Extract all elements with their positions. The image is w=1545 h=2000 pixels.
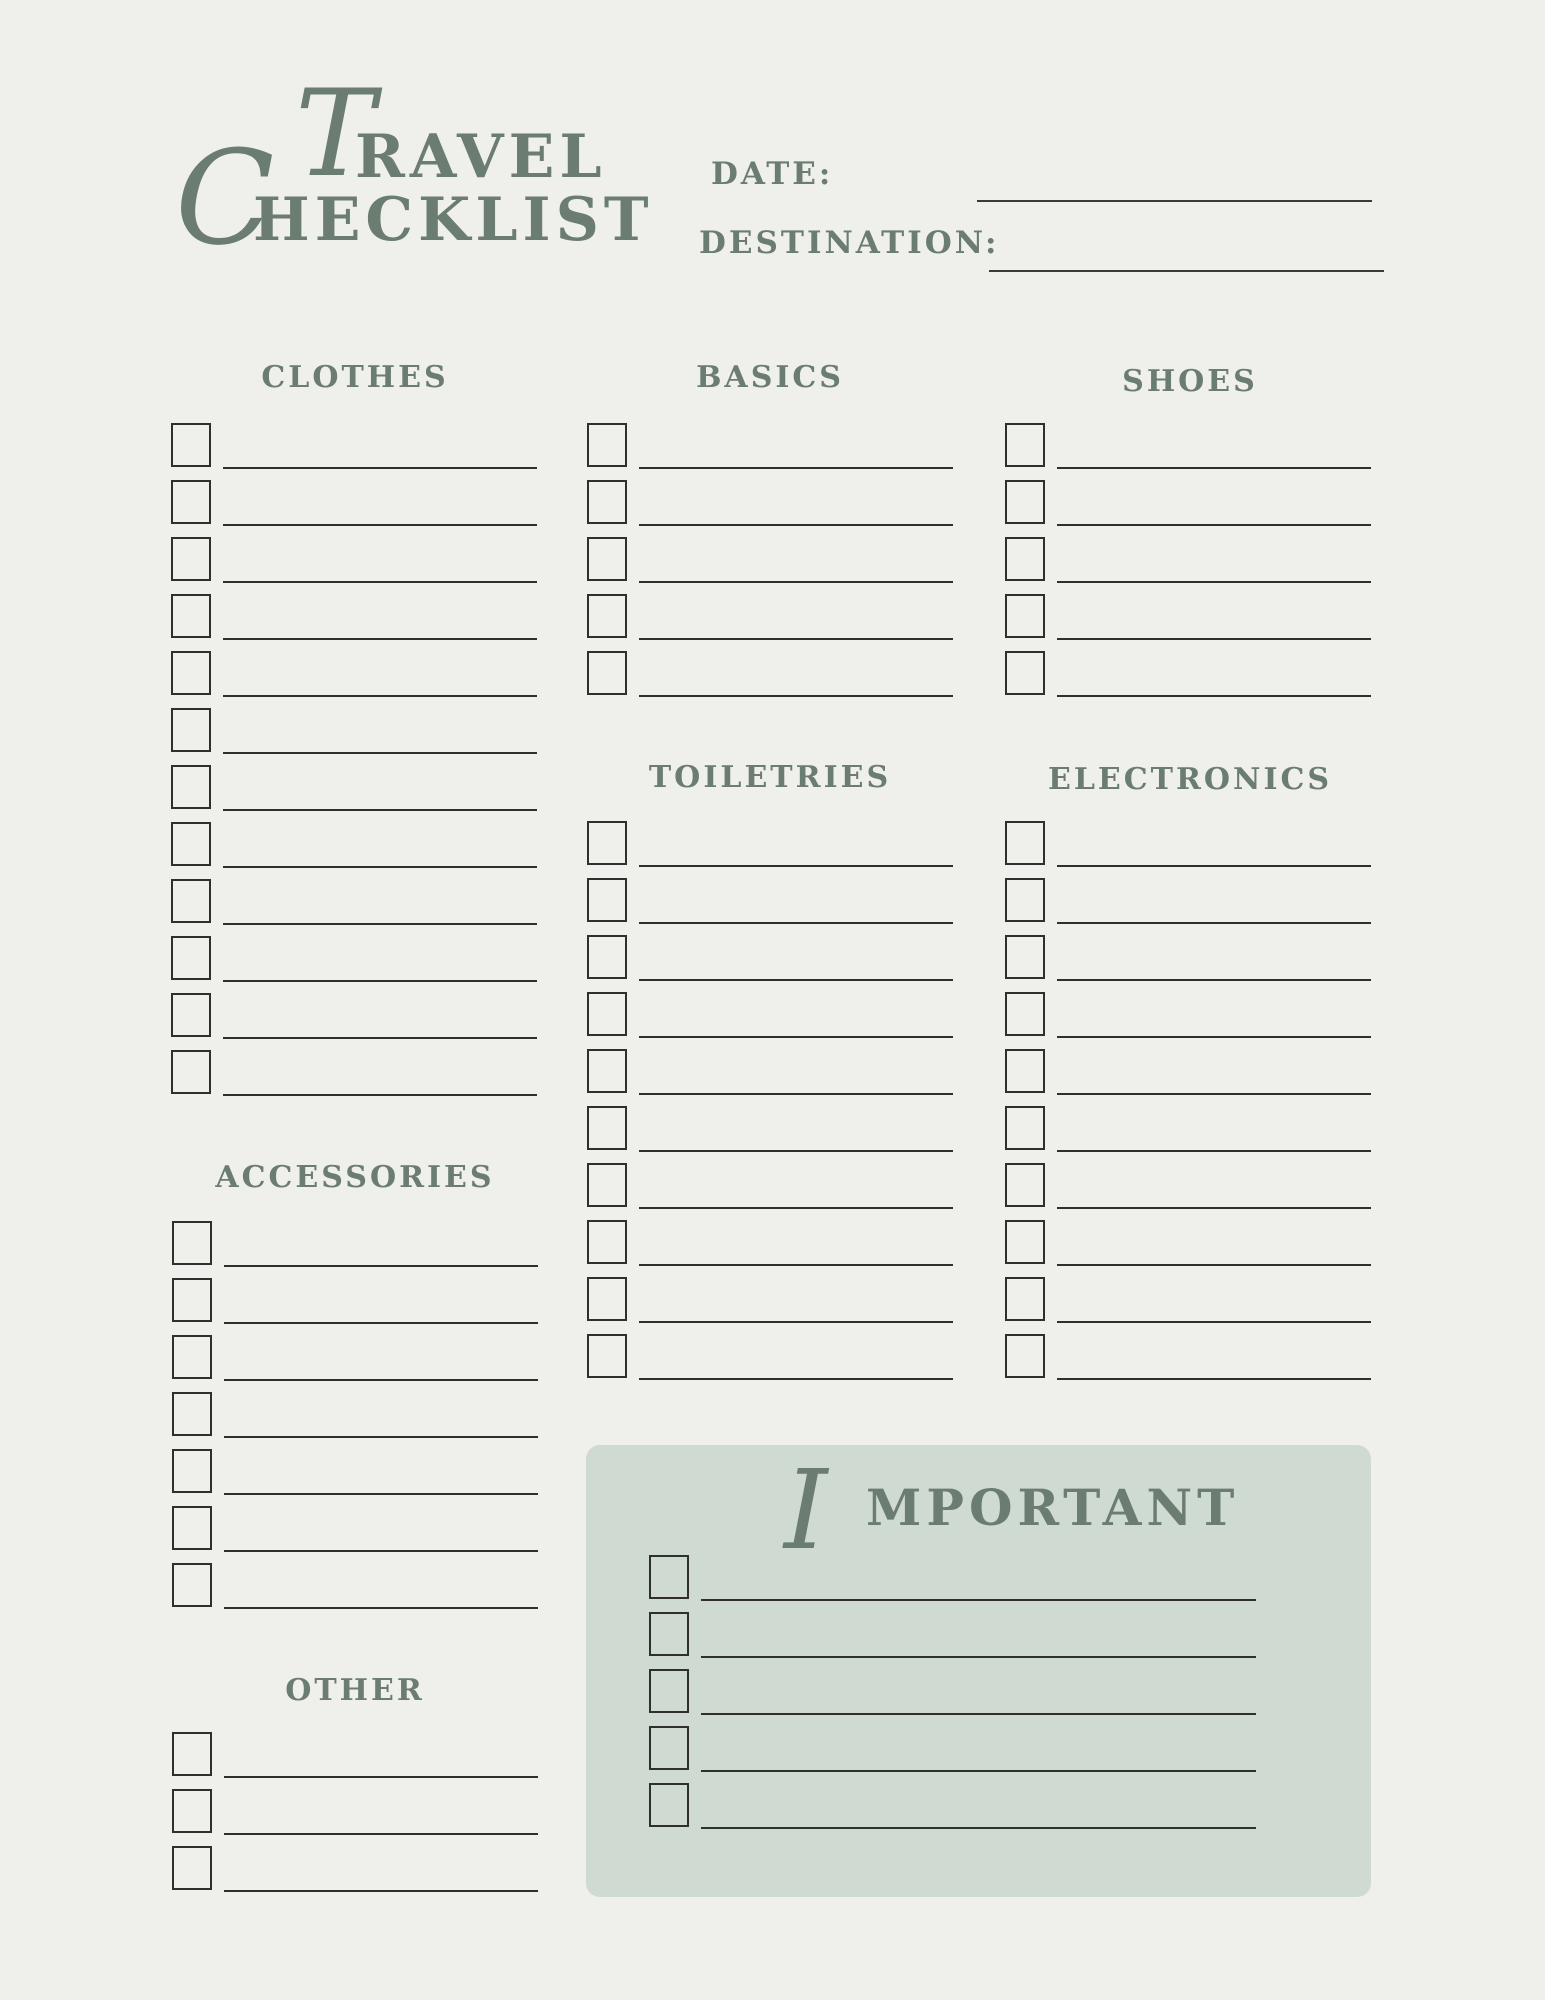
electronics-line[interactable] bbox=[1057, 1036, 1371, 1038]
shoes-line[interactable] bbox=[1057, 638, 1371, 640]
title-initial-c: C bbox=[175, 122, 275, 274]
important-line[interactable] bbox=[701, 1656, 1256, 1658]
basics-item bbox=[587, 423, 953, 473]
electronics-checkbox[interactable] bbox=[1005, 878, 1045, 922]
electronics-checkbox[interactable] bbox=[1005, 935, 1045, 979]
clothes-item bbox=[171, 537, 537, 587]
clothes-checkbox[interactable] bbox=[171, 423, 211, 467]
shoes-item bbox=[1005, 651, 1371, 701]
other-line[interactable] bbox=[224, 1776, 538, 1778]
important-checkbox[interactable] bbox=[649, 1783, 689, 1827]
electronics-line[interactable] bbox=[1057, 865, 1371, 867]
shoes-item bbox=[1005, 480, 1371, 530]
important-panel bbox=[586, 1445, 1371, 1897]
accessories-checkbox[interactable] bbox=[172, 1506, 212, 1550]
electronics-checkbox[interactable] bbox=[1005, 992, 1045, 1036]
accessories-checkbox[interactable] bbox=[172, 1335, 212, 1379]
toiletries-line[interactable] bbox=[639, 1150, 953, 1152]
basics-checkbox[interactable] bbox=[587, 423, 627, 467]
other-checkbox[interactable] bbox=[172, 1732, 212, 1776]
accessories-item bbox=[172, 1392, 538, 1442]
important-item bbox=[649, 1783, 1256, 1833]
other-item bbox=[172, 1732, 538, 1782]
accessories-line[interactable] bbox=[224, 1379, 538, 1381]
clothes-checkbox[interactable] bbox=[171, 1050, 211, 1094]
shoes-line[interactable] bbox=[1057, 581, 1371, 583]
clothes-line[interactable] bbox=[223, 752, 537, 754]
accessories-line[interactable] bbox=[224, 1493, 538, 1495]
accessories-line[interactable] bbox=[224, 1265, 538, 1267]
electronics-line[interactable] bbox=[1057, 1378, 1371, 1380]
clothes-checkbox[interactable] bbox=[171, 822, 211, 866]
toiletries-item bbox=[587, 1277, 953, 1327]
toiletries-item bbox=[587, 1106, 953, 1156]
toiletries-checkbox[interactable] bbox=[587, 821, 627, 865]
basics-title: BASICS bbox=[696, 360, 844, 395]
shoes-line[interactable] bbox=[1057, 467, 1371, 469]
clothes-item bbox=[171, 594, 537, 644]
electronics-checkbox[interactable] bbox=[1005, 1106, 1045, 1150]
destination-label: DESTINATION: bbox=[699, 225, 1000, 261]
clothes-item bbox=[171, 879, 537, 929]
title-initial-t: T bbox=[295, 65, 376, 204]
clothes-line[interactable] bbox=[223, 923, 537, 925]
electronics-checkbox[interactable] bbox=[1005, 1277, 1045, 1321]
shoes-line[interactable] bbox=[1057, 524, 1371, 526]
destination-field[interactable] bbox=[989, 270, 1384, 272]
clothes-item bbox=[171, 993, 537, 1043]
basics-line[interactable] bbox=[639, 581, 953, 583]
shoes-item bbox=[1005, 594, 1371, 644]
clothes-checkbox[interactable] bbox=[171, 708, 211, 752]
electronics-item bbox=[1005, 1334, 1371, 1384]
important-line[interactable] bbox=[701, 1713, 1256, 1715]
electronics-line[interactable] bbox=[1057, 1207, 1371, 1209]
electronics-item bbox=[1005, 1049, 1371, 1099]
accessories-item bbox=[172, 1506, 538, 1556]
basics-checkbox[interactable] bbox=[587, 594, 627, 638]
electronics-line[interactable] bbox=[1057, 1321, 1371, 1323]
accessories-item bbox=[172, 1278, 538, 1328]
clothes-item bbox=[171, 480, 537, 530]
accessories-item bbox=[172, 1449, 538, 1499]
accessories-item bbox=[172, 1335, 538, 1385]
basics-checkbox[interactable] bbox=[587, 480, 627, 524]
toiletries-line[interactable] bbox=[639, 1321, 953, 1323]
toiletries-checkbox[interactable] bbox=[587, 1049, 627, 1093]
shoes-checkbox[interactable] bbox=[1005, 651, 1045, 695]
basics-item bbox=[587, 651, 953, 701]
electronics-checkbox[interactable] bbox=[1005, 821, 1045, 865]
toiletries-line[interactable] bbox=[639, 1264, 953, 1266]
basics-line[interactable] bbox=[639, 467, 953, 469]
shoes-checkbox[interactable] bbox=[1005, 423, 1045, 467]
basics-line[interactable] bbox=[639, 695, 953, 697]
important-line[interactable] bbox=[701, 1827, 1256, 1829]
clothes-line[interactable] bbox=[223, 1094, 537, 1096]
clothes-line[interactable] bbox=[223, 866, 537, 868]
date-label: DATE: bbox=[711, 156, 834, 192]
electronics-line[interactable] bbox=[1057, 979, 1371, 981]
electronics-checkbox[interactable] bbox=[1005, 1163, 1045, 1207]
toiletries-item bbox=[587, 1049, 953, 1099]
basics-line[interactable] bbox=[639, 638, 953, 640]
electronics-checkbox[interactable] bbox=[1005, 1334, 1045, 1378]
toiletries-item bbox=[587, 1334, 953, 1384]
toiletries-checkbox[interactable] bbox=[587, 1220, 627, 1264]
clothes-checkbox[interactable] bbox=[171, 480, 211, 524]
clothes-checkbox[interactable] bbox=[171, 993, 211, 1037]
electronics-item bbox=[1005, 1220, 1371, 1270]
toiletries-item bbox=[587, 1220, 953, 1270]
toiletries-line[interactable] bbox=[639, 1093, 953, 1095]
accessories-checkbox[interactable] bbox=[172, 1563, 212, 1607]
toiletries-item bbox=[587, 878, 953, 928]
accessories-line[interactable] bbox=[224, 1436, 538, 1438]
electronics-item bbox=[1005, 935, 1371, 985]
clothes-item bbox=[171, 822, 537, 872]
basics-item bbox=[587, 594, 953, 644]
electronics-item bbox=[1005, 992, 1371, 1042]
clothes-title: CLOTHES bbox=[261, 360, 449, 395]
accessories-title: ACCESSORIES bbox=[215, 1160, 495, 1195]
electronics-line[interactable] bbox=[1057, 1150, 1371, 1152]
clothes-checkbox[interactable] bbox=[171, 936, 211, 980]
clothes-checkbox[interactable] bbox=[171, 594, 211, 638]
clothes-item bbox=[171, 765, 537, 815]
shoes-item bbox=[1005, 423, 1371, 473]
toiletries-item bbox=[587, 821, 953, 871]
electronics-item bbox=[1005, 1277, 1371, 1327]
important-title: MPORTANT bbox=[866, 1478, 1240, 1537]
other-line[interactable] bbox=[224, 1833, 538, 1835]
clothes-line[interactable] bbox=[223, 467, 537, 469]
toiletries-line[interactable] bbox=[639, 1036, 953, 1038]
shoes-checkbox[interactable] bbox=[1005, 594, 1045, 638]
electronics-item bbox=[1005, 878, 1371, 928]
important-item bbox=[649, 1726, 1256, 1776]
electronics-item bbox=[1005, 821, 1371, 871]
shoes-title: SHOES bbox=[1122, 364, 1258, 399]
important-item bbox=[649, 1669, 1256, 1719]
toiletries-line[interactable] bbox=[639, 922, 953, 924]
important-initial: I bbox=[784, 1446, 828, 1574]
electronics-item bbox=[1005, 1163, 1371, 1213]
clothes-item bbox=[171, 423, 537, 473]
clothes-line[interactable] bbox=[223, 524, 537, 526]
electronics-title: ELECTRONICS bbox=[1047, 762, 1333, 797]
important-item bbox=[649, 1555, 1256, 1605]
toiletries-checkbox[interactable] bbox=[587, 935, 627, 979]
basics-item bbox=[587, 480, 953, 530]
clothes-line[interactable] bbox=[223, 638, 537, 640]
electronics-checkbox[interactable] bbox=[1005, 1220, 1045, 1264]
shoes-checkbox[interactable] bbox=[1005, 537, 1045, 581]
clothes-checkbox[interactable] bbox=[171, 879, 211, 923]
basics-item bbox=[587, 537, 953, 587]
toiletries-item bbox=[587, 935, 953, 985]
basics-line[interactable] bbox=[639, 524, 953, 526]
toiletries-checkbox[interactable] bbox=[587, 1106, 627, 1150]
clothes-checkbox[interactable] bbox=[171, 537, 211, 581]
shoes-checkbox[interactable] bbox=[1005, 480, 1045, 524]
toiletries-checkbox[interactable] bbox=[587, 878, 627, 922]
shoes-item bbox=[1005, 537, 1371, 587]
other-item bbox=[172, 1789, 538, 1839]
toiletries-checkbox[interactable] bbox=[587, 1277, 627, 1321]
accessories-checkbox[interactable] bbox=[172, 1278, 212, 1322]
toiletries-checkbox[interactable] bbox=[587, 992, 627, 1036]
other-checkbox[interactable] bbox=[172, 1846, 212, 1890]
other-title: OTHER bbox=[285, 1673, 425, 1708]
toiletries-item bbox=[587, 1163, 953, 1213]
clothes-line[interactable] bbox=[223, 809, 537, 811]
important-checkbox[interactable] bbox=[649, 1612, 689, 1656]
clothes-item bbox=[171, 651, 537, 701]
clothes-item bbox=[171, 708, 537, 758]
electronics-line[interactable] bbox=[1057, 1264, 1371, 1266]
electronics-line[interactable] bbox=[1057, 922, 1371, 924]
accessories-checkbox[interactable] bbox=[172, 1392, 212, 1436]
accessories-line[interactable] bbox=[224, 1322, 538, 1324]
clothes-checkbox[interactable] bbox=[171, 765, 211, 809]
electronics-line[interactable] bbox=[1057, 1093, 1371, 1095]
other-line[interactable] bbox=[224, 1890, 538, 1892]
accessories-item bbox=[172, 1221, 538, 1271]
other-checkbox[interactable] bbox=[172, 1789, 212, 1833]
toiletries-checkbox[interactable] bbox=[587, 1334, 627, 1378]
shoes-line[interactable] bbox=[1057, 695, 1371, 697]
toiletries-item bbox=[587, 992, 953, 1042]
clothes-line[interactable] bbox=[223, 695, 537, 697]
toiletries-line[interactable] bbox=[639, 1378, 953, 1380]
accessories-item bbox=[172, 1563, 538, 1613]
accessories-checkbox[interactable] bbox=[172, 1221, 212, 1265]
clothes-item bbox=[171, 1050, 537, 1100]
other-item bbox=[172, 1846, 538, 1896]
basics-checkbox[interactable] bbox=[587, 651, 627, 695]
toiletries-title: TOILETRIES bbox=[648, 760, 892, 795]
clothes-line[interactable] bbox=[223, 581, 537, 583]
title-checklist: HECKLIST bbox=[253, 185, 654, 255]
electronics-item bbox=[1005, 1106, 1371, 1156]
page-title bbox=[175, 65, 654, 275]
accessories-checkbox[interactable] bbox=[172, 1449, 212, 1493]
important-item bbox=[649, 1612, 1256, 1662]
important-checkbox[interactable] bbox=[649, 1726, 689, 1770]
clothes-line[interactable] bbox=[223, 1037, 537, 1039]
important-checkbox[interactable] bbox=[649, 1669, 689, 1713]
clothes-item bbox=[171, 936, 537, 986]
title-travel: RAVEL bbox=[355, 122, 607, 192]
basics-checkbox[interactable] bbox=[587, 537, 627, 581]
date-field[interactable] bbox=[977, 200, 1372, 202]
important-line[interactable] bbox=[701, 1770, 1256, 1772]
electronics-checkbox[interactable] bbox=[1005, 1049, 1045, 1093]
clothes-checkbox[interactable] bbox=[171, 651, 211, 695]
clothes-line[interactable] bbox=[223, 980, 537, 982]
toiletries-line[interactable] bbox=[639, 865, 953, 867]
accessories-line[interactable] bbox=[224, 1607, 538, 1609]
toiletries-checkbox[interactable] bbox=[587, 1163, 627, 1207]
toiletries-line[interactable] bbox=[639, 1207, 953, 1209]
toiletries-line[interactable] bbox=[639, 979, 953, 981]
important-line[interactable] bbox=[701, 1599, 1256, 1601]
accessories-line[interactable] bbox=[224, 1550, 538, 1552]
important-checkbox[interactable] bbox=[649, 1555, 689, 1599]
